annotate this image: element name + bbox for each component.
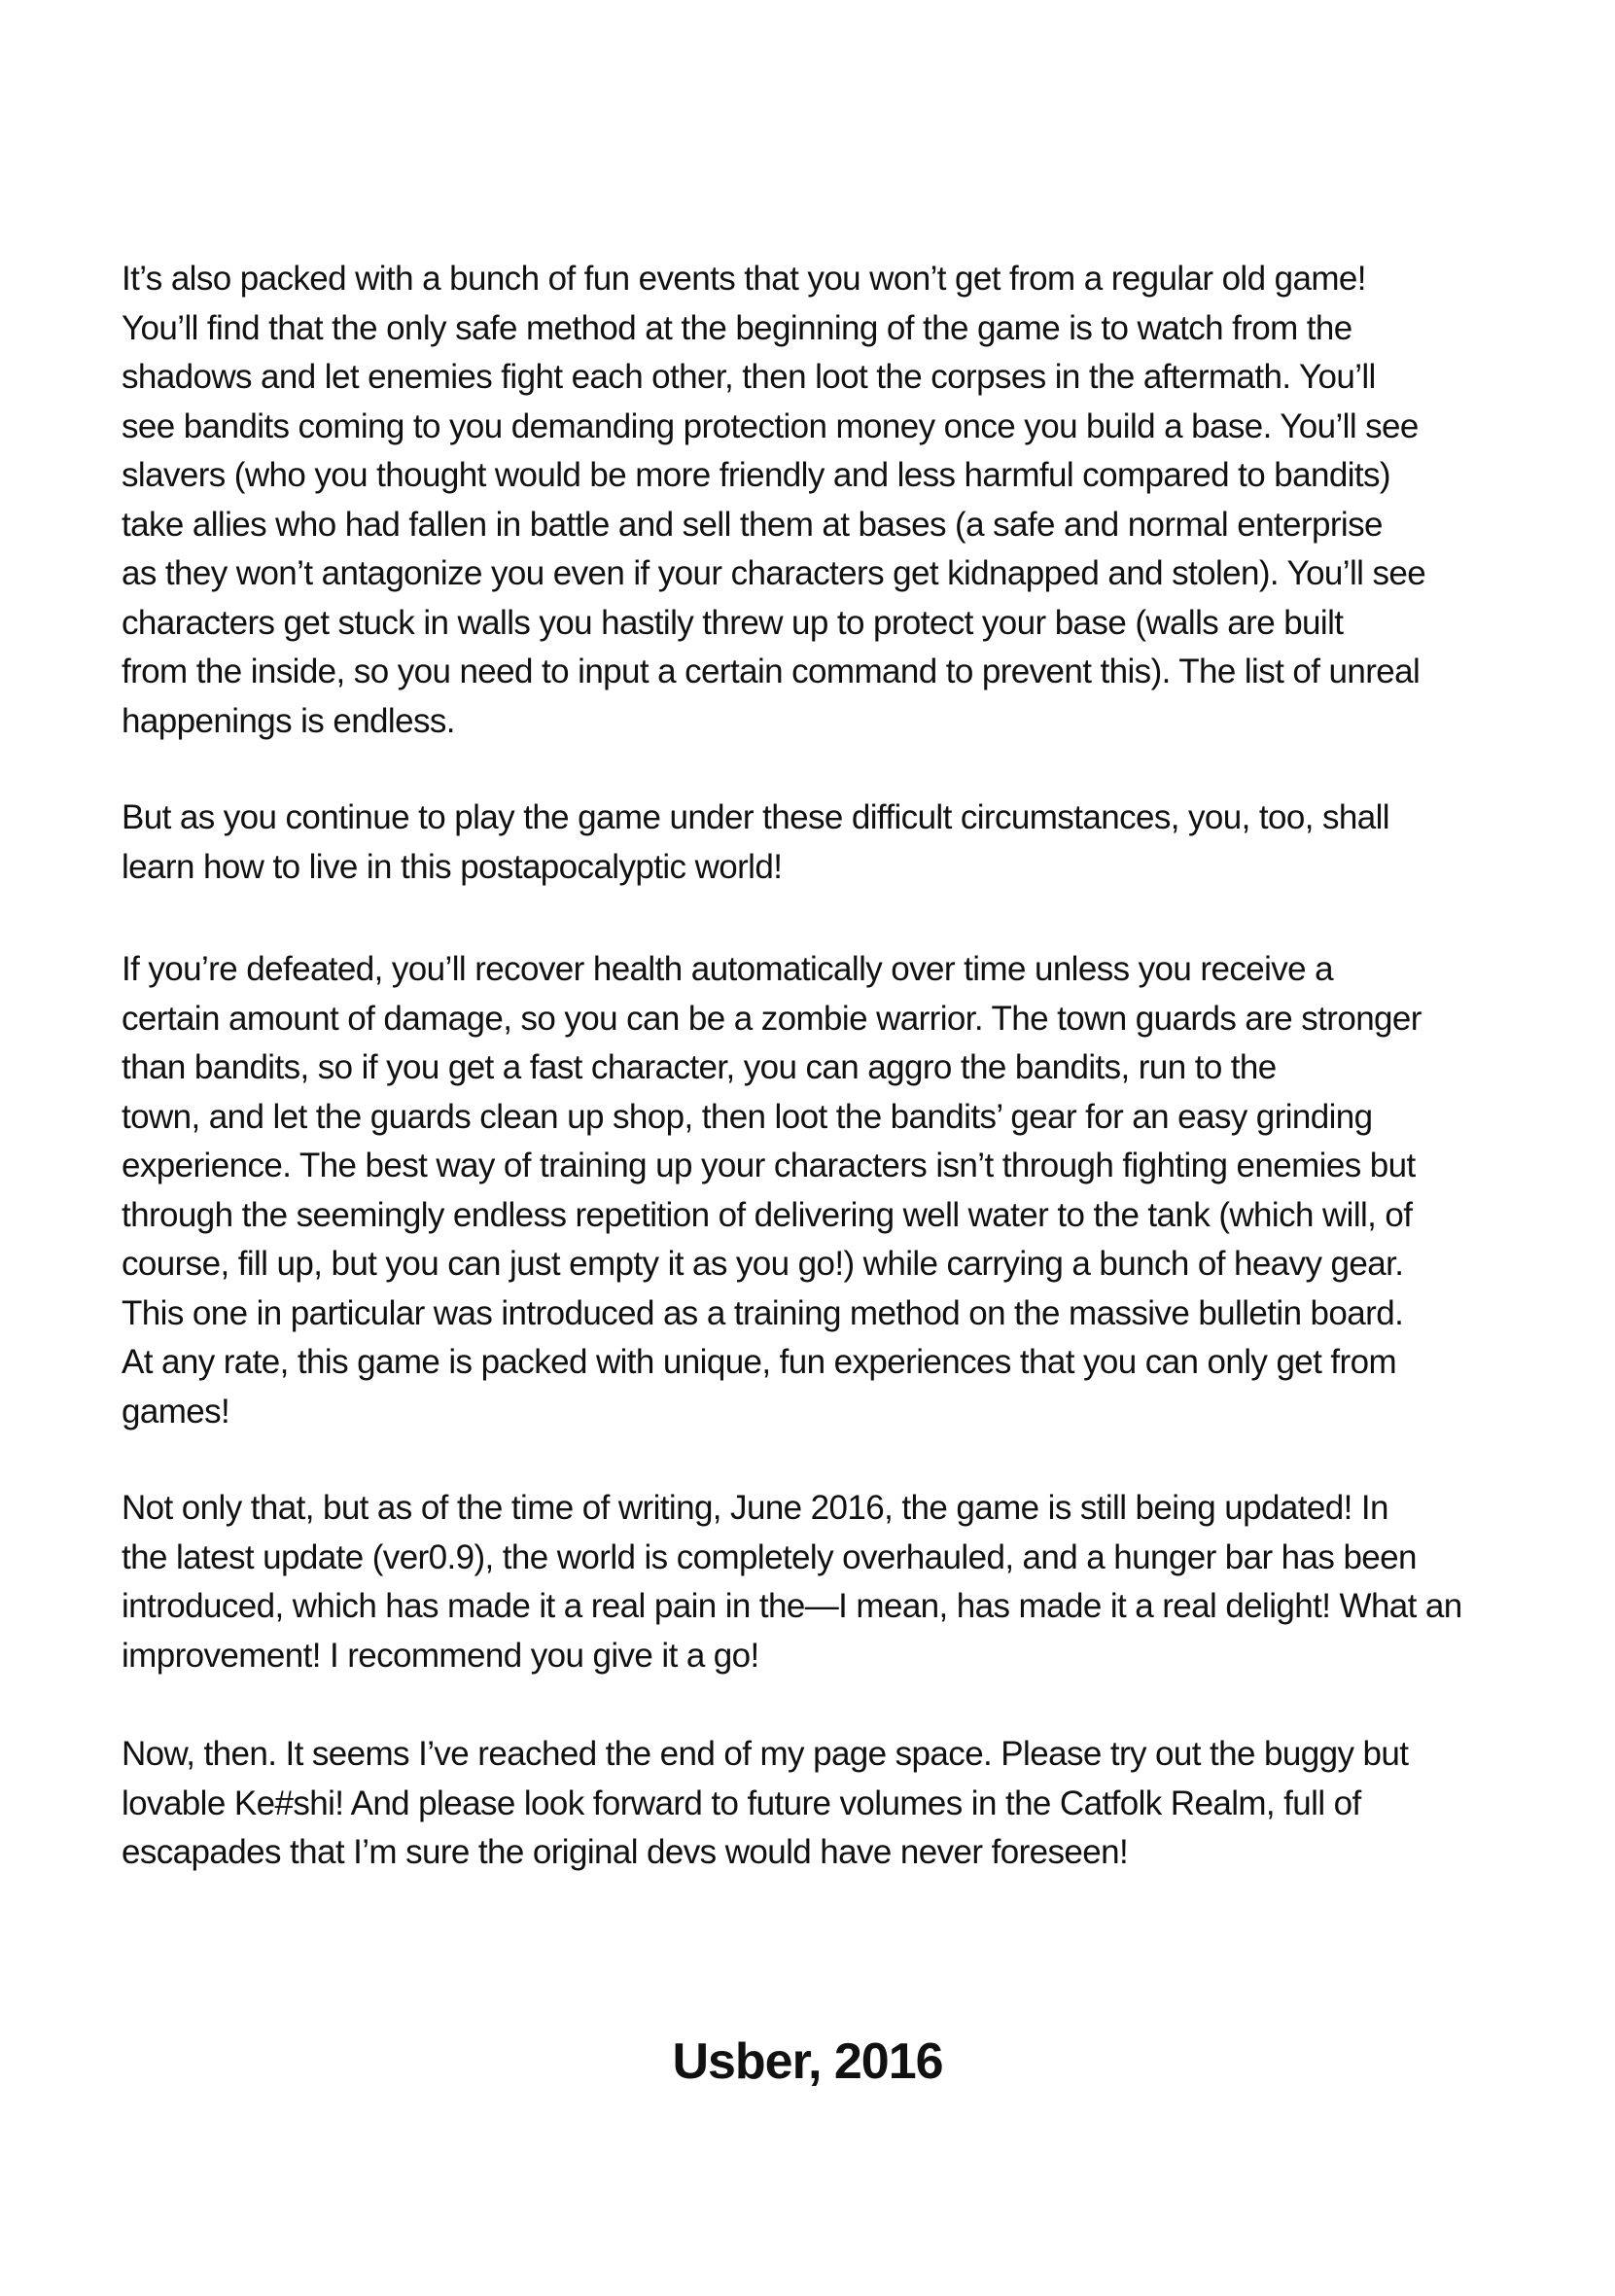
text-line: Not only that, but as of the time of writing, June 2016, the game is still being updated! In xyxy=(122,1489,1388,1527)
text-line: course, fill up, but you can just empty it as you go!) while carrying a bunch of heavy gear. xyxy=(122,1245,1404,1283)
text-line: If you’re defeated, you’ll recover health automatically over time unless you receive a xyxy=(122,950,1334,988)
text-line: introduced, which has made it a real pain in the—I mean, has made it a real delight! What an xyxy=(122,1587,1462,1625)
paragraph-1 xyxy=(122,255,1425,746)
text-line: You’ll find that the only safe method at the beginning of the game is to watch from the xyxy=(122,308,1352,347)
text-line: as they won’t antagonize you even if your characters get kidnapped and stolen). You’ll see xyxy=(122,554,1426,592)
text-line: take allies who had fallen in battle and sell them at bases (a safe and normal enterprise xyxy=(122,505,1383,544)
paragraph-3 xyxy=(122,945,1422,1436)
text-line: This one in particular was introduced as a training method on the massive bulletin board. xyxy=(122,1293,1404,1332)
text-line: through the seemingly endless repetition of delivering well water to the tank (which will, of xyxy=(122,1195,1413,1234)
text-line: lovable Ke#shi! And please look forward to future volumes in the Catfolk Realm, full of xyxy=(122,1784,1361,1822)
text-line: from the inside, so you need to input a certain command to prevent this). The list of unreal xyxy=(122,653,1421,690)
text-line: the latest update (ver0.9), the world is completely overhauled, and a hunger bar has been xyxy=(122,1537,1417,1576)
text-line: escapades that I’m sure the original devs would have never foreseen! xyxy=(122,1833,1129,1871)
text-line: than bandits, so if you get a fast character, you can aggro the bandits, run to the xyxy=(122,1048,1277,1086)
text-line: learn how to live in this postapocalyptic world! xyxy=(122,847,783,886)
text-line: games! xyxy=(122,1392,230,1431)
text-line: happenings is endless. xyxy=(122,701,455,740)
text-line: Now, then. It seems I’ve reached the end of my page space. Please try out the buggy but xyxy=(122,1735,1409,1773)
author-signature: Usber, 2016 xyxy=(672,2033,943,2090)
paragraph-4 xyxy=(122,1484,1462,1680)
text-line: But as you continue to play the game under these difficult circumstances, you, too, shall xyxy=(122,798,1389,836)
text-line: certain amount of damage, so you can be a zombie warrior. The town guards are stronger xyxy=(122,999,1422,1038)
text-line: At any rate, this game is packed with unique, fun experiences that you can only get from xyxy=(122,1343,1397,1381)
text-line: improvement! I recommend you give it a go! xyxy=(122,1636,759,1675)
text-line: experience. The best way of training up your characters isn’t through fighting enemies but xyxy=(122,1147,1416,1184)
text-line: shadows and let enemies fight each other, then loot the corpses in the aftermath. You’ll xyxy=(122,358,1376,396)
text-line: characters get stuck in walls you hastily threw up to protect your base (walls are built xyxy=(122,603,1344,642)
paragraph-2 xyxy=(122,794,1389,892)
text-line: town, and let the guards clean up shop, then loot the bandits’ gear for an easy grinding xyxy=(122,1097,1373,1136)
paragraph-5 xyxy=(122,1730,1408,1878)
text-line: slavers (who you thought would be more friendly and less harmful compared to bandits) xyxy=(122,456,1390,494)
text-line: It’s also packed with a bunch of fun events that you won’t get from a regular old game! xyxy=(122,260,1366,298)
text-line: see bandits coming to you demanding protection money once you build a base. You’ll see xyxy=(122,406,1419,445)
